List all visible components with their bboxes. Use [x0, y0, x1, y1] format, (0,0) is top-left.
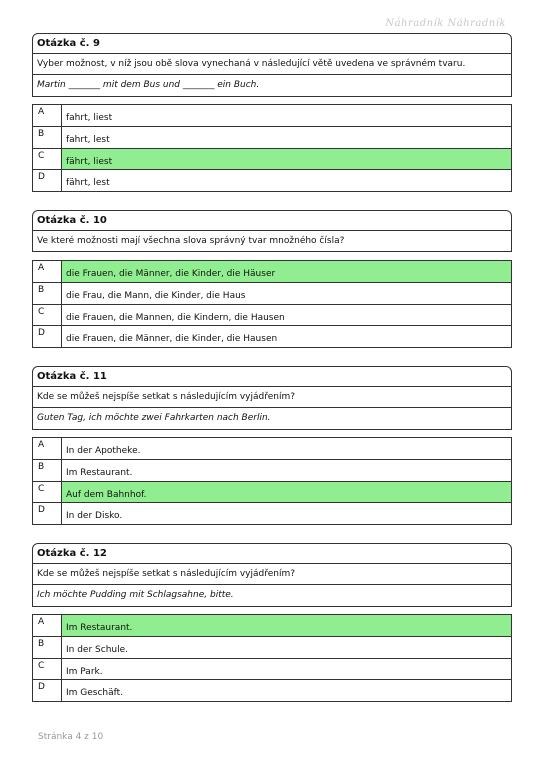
- option-text: In der Schule.: [66, 644, 128, 655]
- option-a[interactable]: [33, 261, 511, 283]
- option-letter: C: [33, 305, 62, 326]
- option-a[interactable]: [33, 438, 511, 460]
- option-text: Im Restaurant.: [66, 467, 133, 478]
- question-12-box: [32, 543, 512, 607]
- option-c[interactable]: [33, 482, 511, 504]
- watermark: Náhradník Náhradník: [385, 18, 506, 29]
- option-b[interactable]: [33, 127, 511, 149]
- option-letter: A: [33, 105, 62, 126]
- option-text: die Frauen, die Mannen, die Kindern, die Hausen: [66, 312, 285, 323]
- question-prompt: Kde se můžeš nejspíše setkat s následujícím vyjádřením?: [33, 564, 511, 585]
- question-9-box: [32, 33, 512, 97]
- option-text: fährt, lest: [66, 178, 110, 189]
- option-text: fährt, liest: [62, 149, 511, 170]
- question-title: Otázka č. 10: [33, 211, 511, 231]
- option-text: Im Geschäft.: [66, 688, 124, 699]
- question-9-options: [32, 104, 512, 192]
- option-letter: C: [33, 482, 62, 503]
- question-12-options: [32, 614, 512, 702]
- option-a[interactable]: [33, 615, 511, 637]
- option-b[interactable]: [33, 460, 511, 482]
- option-letter: A: [33, 261, 62, 282]
- question-example: Guten Tag, ich möchte zwei Fahrkarten nach Berlin.: [37, 413, 271, 423]
- question-11-box: [32, 366, 512, 430]
- option-text: Im Park.: [66, 666, 103, 677]
- option-letter: B: [33, 283, 62, 304]
- option-c[interactable]: [33, 305, 511, 327]
- option-letter: C: [33, 659, 62, 680]
- page-number: Stránka 4 z 10: [38, 732, 104, 742]
- question-example: Martin _______ mit dem Bus und _______ ein Buch.: [37, 80, 260, 90]
- option-b[interactable]: [33, 637, 511, 659]
- option-text: die Frau, die Mann, die Kinder, die Haus: [66, 290, 246, 301]
- option-letter: B: [33, 460, 62, 481]
- option-text: die Frauen, die Männer, die Kinder, die Hausen: [66, 334, 278, 345]
- option-b[interactable]: [33, 283, 511, 305]
- option-d[interactable]: [33, 680, 511, 701]
- option-text: In der Apotheke.: [66, 446, 141, 456]
- option-text: fahrt, lest: [66, 134, 110, 145]
- option-letter: D: [33, 503, 62, 524]
- question-prompt: Kde se můžeš nejspíše setkat s následujícím vyjádřením?: [33, 387, 511, 408]
- question-example: Ich möchte Pudding mit Schlagsahne, bitte.: [37, 590, 234, 600]
- option-d[interactable]: [33, 326, 511, 347]
- option-text: In der Disko.: [66, 511, 123, 522]
- option-c[interactable]: [33, 149, 511, 171]
- question-11-options: [32, 437, 512, 525]
- option-letter: D: [33, 326, 62, 347]
- question-title: Otázka č. 12: [33, 544, 511, 564]
- option-d[interactable]: [33, 170, 511, 191]
- option-letter: A: [33, 615, 62, 636]
- option-letter: C: [33, 149, 62, 170]
- option-letter: B: [33, 127, 62, 148]
- option-text: Auf dem Bahnhof.: [62, 482, 511, 503]
- option-letter: D: [33, 170, 62, 191]
- option-d[interactable]: [33, 503, 511, 524]
- question-prompt: Ve které možnosti mají všechna slova správný tvar množného čísla?: [37, 236, 345, 246]
- question-title: Otázka č. 11: [33, 367, 511, 387]
- option-text: die Frauen, die Männer, die Kinder, die Häuser: [62, 261, 511, 282]
- option-letter: D: [33, 680, 62, 701]
- question-title: Otázka č. 9: [33, 34, 511, 54]
- option-text: Im Restaurant.: [62, 615, 511, 636]
- question-10-options: [32, 260, 512, 348]
- option-text: fahrt, liest: [66, 113, 113, 123]
- question-10-box: [32, 210, 512, 252]
- option-c[interactable]: [33, 659, 511, 681]
- option-letter: A: [33, 438, 62, 459]
- question-prompt: Vyber možnost, v níž jsou obě slova vynechaná v následující větě uvedena ve správném tvaru.: [33, 54, 511, 75]
- option-a[interactable]: [33, 105, 511, 127]
- option-letter: B: [33, 637, 62, 658]
